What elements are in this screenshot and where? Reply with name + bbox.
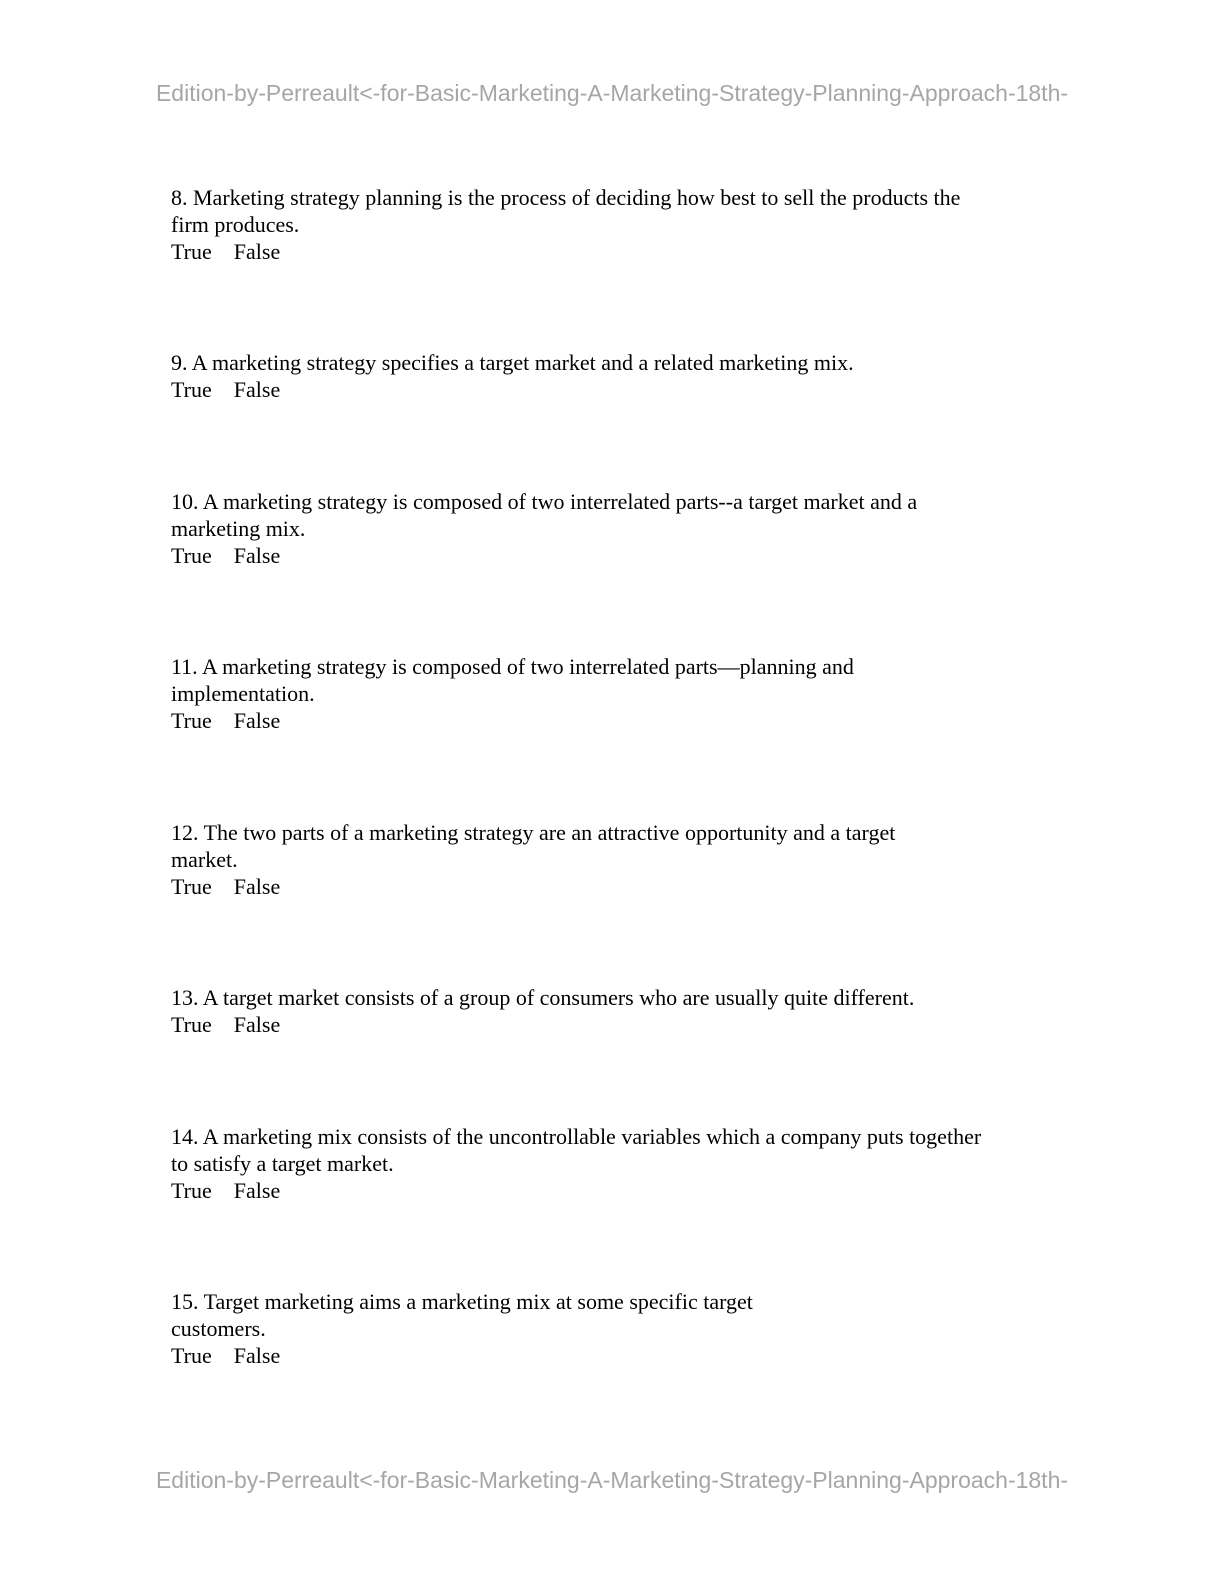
question-12 <box>171 819 895 900</box>
question-14-choices <box>171 1177 981 1204</box>
question-10-choices <box>171 542 917 569</box>
question-15-line-1: 15. Target marketing aims a marketing mix at some specific target <box>171 1289 753 1314</box>
true-option[interactable]: True <box>171 377 212 402</box>
false-option[interactable]: False <box>233 543 281 568</box>
question-9 <box>171 349 854 403</box>
footer-watermark: Edition-by-Perreault<-for-Basic-Marketing-A-Marketing-Strategy-Planning-Approach-18th- <box>155 1467 1069 1493</box>
false-option[interactable]: False <box>233 708 281 733</box>
question-13 <box>171 984 914 1038</box>
question-12-line-1: 12. The two parts of a marketing strategy are an attractive opportunity and a target <box>171 820 896 845</box>
false-option[interactable]: False <box>233 874 281 899</box>
true-option[interactable]: True <box>171 1343 212 1368</box>
question-11-line-2: implementation. <box>171 681 315 706</box>
question-11 <box>171 653 854 734</box>
question-10 <box>171 488 917 569</box>
true-option[interactable]: True <box>171 239 212 264</box>
question-14-line-1: 14. A marketing mix consists of the uncontrollable variables which a company puts together <box>171 1124 982 1149</box>
true-option[interactable]: True <box>171 1012 212 1037</box>
question-11-choices <box>171 707 854 734</box>
header-watermark: Edition-by-Perreault<-for-Basic-Marketing-A-Marketing-Strategy-Planning-Approach-18th- <box>155 80 1069 106</box>
false-option[interactable]: False <box>233 1012 281 1037</box>
question-15-line-2: customers. <box>171 1316 266 1341</box>
question-15 <box>171 1288 753 1369</box>
true-option[interactable]: True <box>171 543 212 568</box>
question-8-line-1: 8. Marketing strategy planning is the process of deciding how best to sell the products the <box>171 185 961 210</box>
question-13-choices <box>171 1011 914 1038</box>
question-9-line-1: 9. A marketing strategy specifies a target market and a related marketing mix. <box>171 350 854 375</box>
question-14 <box>171 1123 981 1204</box>
question-10-line-1: 10. A marketing strategy is composed of two interrelated parts--a target market and a <box>171 489 918 514</box>
question-12-choices <box>171 873 895 900</box>
question-10-line-2: marketing mix. <box>171 516 306 541</box>
false-option[interactable]: False <box>233 239 281 264</box>
false-option[interactable]: False <box>233 377 281 402</box>
false-option[interactable]: False <box>233 1343 281 1368</box>
true-option[interactable]: True <box>171 874 212 899</box>
question-12-line-2: market. <box>171 847 238 872</box>
question-8-choices <box>171 238 960 265</box>
false-option[interactable]: False <box>233 1178 281 1203</box>
question-15-choices <box>171 1342 753 1369</box>
question-13-line-1: 13. A target market consists of a group of consumers who are usually quite different. <box>171 985 915 1010</box>
question-14-line-2: to satisfy a target market. <box>171 1151 394 1176</box>
true-option[interactable]: True <box>171 708 212 733</box>
question-11-line-1: 11. A marketing strategy is composed of two interrelated parts—planning and <box>171 654 854 679</box>
true-option[interactable]: True <box>171 1178 212 1203</box>
question-8-line-2: firm produces. <box>171 212 300 237</box>
question-8 <box>171 184 960 265</box>
question-9-choices <box>171 376 854 403</box>
